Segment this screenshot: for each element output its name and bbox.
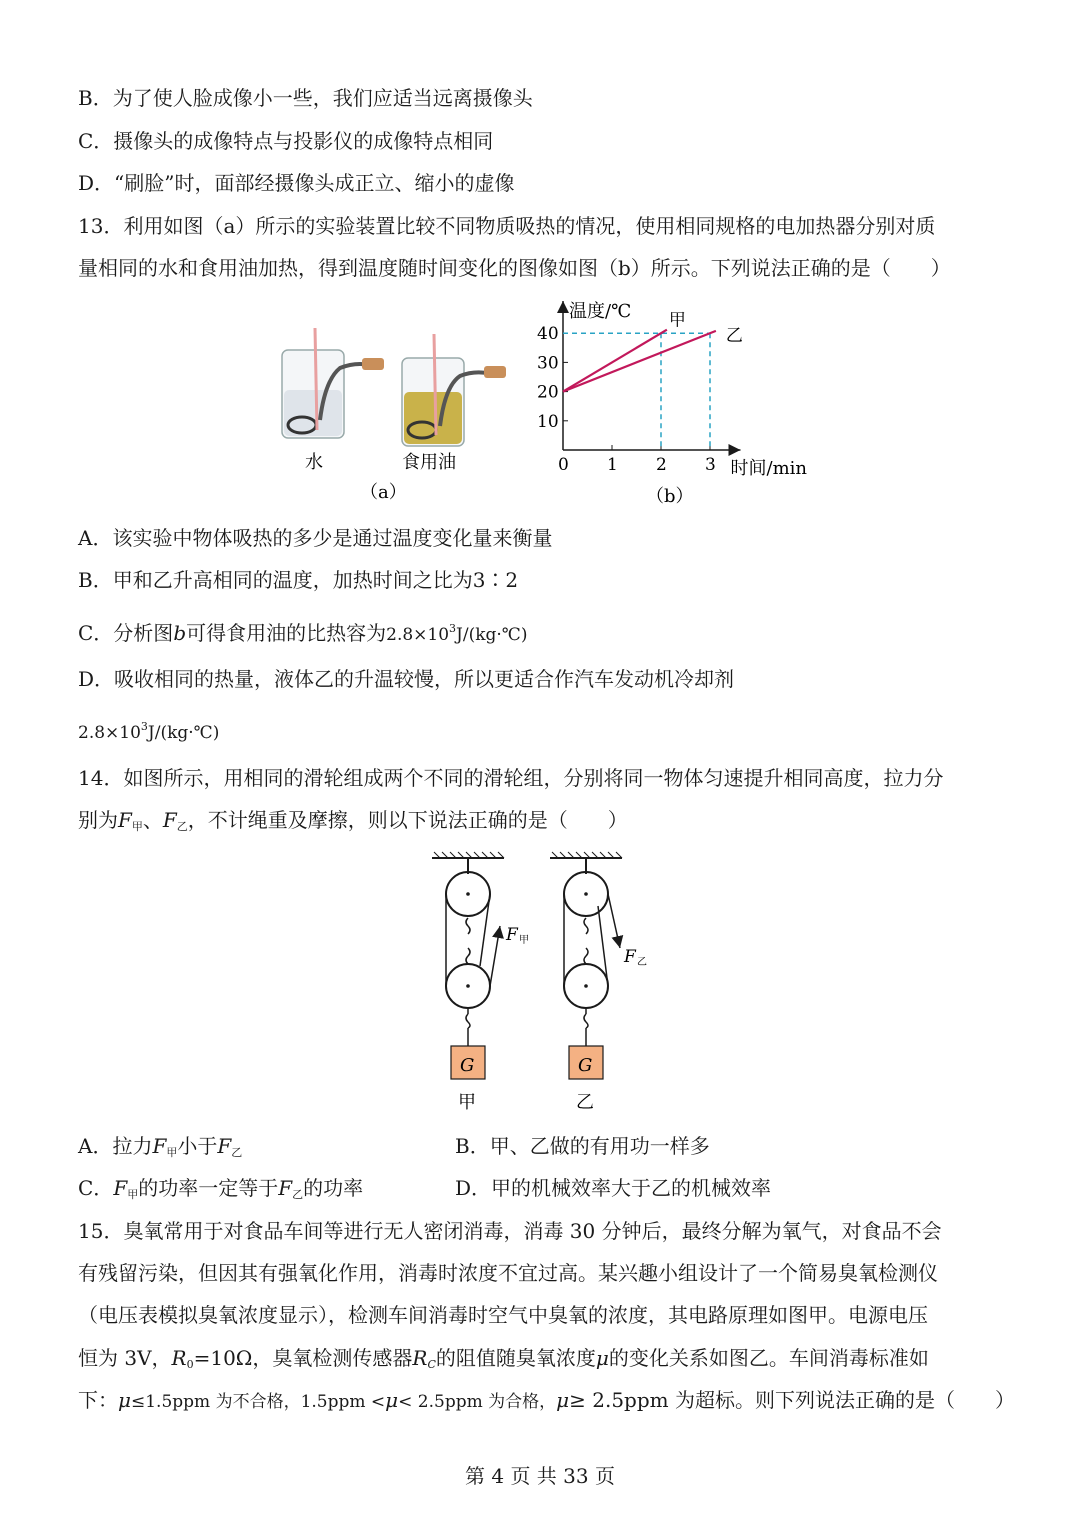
weight-g-jia: G	[460, 1055, 475, 1076]
q13-c-prefix: C．分析图	[78, 621, 174, 645]
q15-l5d: ≥ 2.5ppm 为超标。则下列说法正确的是（ ）	[569, 1388, 1015, 1412]
pulley-system-yi	[550, 852, 647, 1113]
q15-line5	[78, 1387, 1015, 1415]
f-sub-yi: 乙	[231, 1146, 243, 1159]
mu-symbol: μ	[118, 1388, 131, 1412]
q15-line2: 有残留污染，但因其有强氧化作用，消毒时浓度不宜过高。某兴趣小组设计了一个简易臭氧检测仪	[78, 1261, 938, 1285]
q14-c-mid: 的功率一定等于	[138, 1176, 279, 1200]
y-tick-label: 10	[537, 411, 559, 432]
f-sub-jia: 甲	[131, 820, 143, 833]
x-tick-label: 3	[705, 455, 716, 475]
f-symbol: F	[217, 1134, 232, 1158]
q15-line1: 15．臭氧常用于对食品车间等进行无人密闭消毒，消毒 30 分钟后，最终分解为氧气，对食品不会	[78, 1219, 942, 1243]
f-symbol: F	[113, 1176, 128, 1200]
y-axis-label: 温度/℃	[569, 301, 632, 322]
q13-stem-line2: 量相同的水和食用油加热，得到温度随时间变化的图像如图（b）所示。下列说法正确的是（ ）	[78, 256, 951, 280]
q14-option-c	[78, 1175, 363, 1208]
q14-stem2-post: ，不计绳重及摩擦，则以下说法正确的是（ ）	[187, 808, 628, 832]
q15-line3: （电压表模拟臭氧浓度显示），检测车间消毒时空气中臭氧的浓度，其电路原理如图甲。电源电压	[78, 1303, 928, 1327]
f-sub-yi: 乙	[176, 820, 188, 833]
q14-option-d: D．甲的机械效率大于乙的机械效率	[455, 1176, 772, 1200]
mu-symbol: μ	[556, 1388, 570, 1412]
c-value: 2.8×10	[386, 625, 450, 645]
series-label-jia: 甲	[668, 310, 686, 331]
q14-c-post: 的功率	[303, 1176, 364, 1200]
q15-line4	[78, 1345, 929, 1378]
label-yi: 乙	[576, 1092, 594, 1113]
water-label: 水	[305, 452, 323, 473]
x-tick-label: 2	[656, 455, 667, 475]
y-tick-label: 20	[537, 382, 559, 403]
y-tick-label: 40	[537, 324, 559, 345]
series-line-yi	[563, 331, 716, 392]
q14-a-mid: 小于	[177, 1134, 218, 1158]
q15-l5b: ≤1.5ppm 为不合格，1.5ppm <	[131, 1392, 386, 1412]
series-line-jia	[563, 330, 667, 392]
water-beaker	[282, 328, 384, 438]
pulley-figure	[420, 848, 680, 1116]
c-unit: J/(kg·℃)	[456, 625, 528, 645]
f-sub-yi: 乙	[292, 1188, 304, 1201]
f-jia-label: F	[506, 925, 518, 945]
q13-option-a: A．该实验中物体吸热的多少是通过温度变化量来衡量	[78, 526, 553, 550]
f-jia-sub: 甲	[519, 935, 529, 946]
q15-l4b: =10Ω，臭氧检测传感器	[193, 1346, 413, 1370]
var-b: b	[173, 621, 187, 645]
extra-value: 2.8×10	[78, 723, 141, 743]
f-yi-sub: 乙	[637, 957, 647, 968]
oil-beaker	[402, 334, 506, 446]
x-tick-label: 0	[558, 455, 569, 475]
q14-c-label: C．	[78, 1176, 114, 1200]
q14-stem2-pre: 别为	[78, 808, 118, 832]
x-tick-label: 1	[607, 455, 618, 475]
f-symbol: F	[278, 1176, 293, 1200]
oil-label: 食用油	[402, 452, 456, 473]
extra-exponent: 3	[140, 720, 148, 733]
q15-l5c: < 2.5ppm 为合格，	[398, 1392, 557, 1412]
f-symbol: F	[162, 808, 177, 832]
q14-stem-line1: 14．如图所示，用相同的滑轮组成两个不同的滑轮组，分别将同一物体匀速提升相同高度，拉力分	[78, 766, 944, 790]
rc-sub: C	[427, 1358, 436, 1371]
q13-stem-line1: 13．利用如图（a）所示的实验装置比较不同物质吸热的情况，使用相同规格的电加热器分别对质	[78, 214, 936, 238]
q12-option-b: B．为了使人脸成像小一些，我们应适当远离摄像头	[78, 86, 533, 110]
weight-g-yi: G	[578, 1055, 593, 1076]
f-yi-label: F	[624, 947, 636, 967]
q13-c-mid: 可得食用油的比热容为	[186, 621, 387, 645]
f-symbol: F	[152, 1134, 167, 1158]
r0-sub: 0	[186, 1358, 194, 1371]
q13-option-b: B．甲和乙升高相同的温度，加热时间之比为3∶2	[78, 568, 519, 592]
extra-unit: J/(kg·℃)	[147, 723, 220, 743]
y-tick-label: 30	[537, 353, 559, 374]
rc-symbol: R	[412, 1346, 428, 1370]
figure-b-caption: （b）	[646, 486, 694, 507]
mu-symbol: μ	[595, 1346, 609, 1370]
q12-option-c: C．摄像头的成像特点与投影仪的成像特点相同	[78, 129, 494, 153]
f-sub-jia: 甲	[166, 1146, 178, 1159]
figure-a-beakers	[270, 320, 530, 510]
q15-l4a: 恒为 3V，	[78, 1346, 172, 1370]
r0-symbol: R	[171, 1346, 187, 1370]
q13-extra-value	[78, 714, 219, 746]
q14-stem-line2	[78, 807, 628, 840]
q13-option-c	[78, 616, 527, 648]
q14-option-a	[78, 1133, 242, 1166]
x-axis-label: 时间/min	[730, 458, 807, 479]
q14-a-pre: A．拉力	[78, 1134, 153, 1158]
series-label-yi: 乙	[725, 325, 743, 346]
figure-b-chart	[530, 295, 820, 510]
q15-l4d: 的变化关系如图乙。车间消毒标准如	[608, 1346, 929, 1370]
q15-l4c: 的阻值随臭氧浓度	[435, 1346, 596, 1370]
sep: 、	[142, 808, 163, 832]
pulley-system-jia	[432, 852, 529, 1113]
q14-option-b: B．甲、乙做的有用功一样多	[455, 1134, 710, 1158]
f-sub-jia: 甲	[127, 1188, 139, 1201]
q13-option-d: D．吸收相同的热量，液体乙的升温较慢，所以更适合作汽车发动机冷却剂	[78, 667, 735, 691]
label-jia: 甲	[458, 1092, 476, 1113]
q12-option-d: D．“刷脸”时，面部经摄像头成正立、缩小的虚像	[78, 171, 515, 195]
mu-symbol: μ	[385, 1388, 399, 1412]
page-footer: 第 4 页 共 33 页	[465, 1464, 615, 1488]
figure-a-caption: （a）	[360, 482, 407, 503]
c-exponent: 3	[449, 622, 457, 635]
q15-l5a: 下：	[78, 1388, 118, 1412]
f-symbol: F	[118, 808, 132, 832]
